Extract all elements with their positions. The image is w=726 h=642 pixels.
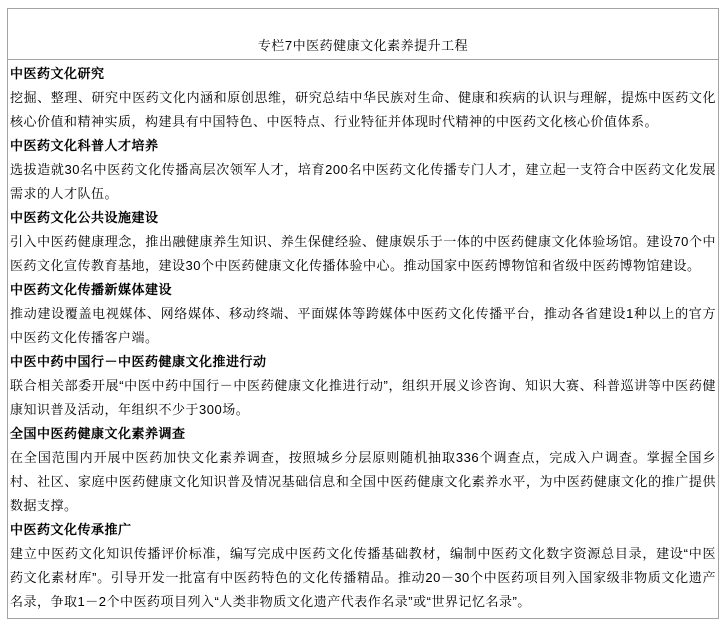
section-text: 在全国范围内开展中医药加快文化素养调查，按照城乡分层原则随机抽取336个调查点，完成入户调查。掌握全国乡村、社区、家庭中医药健康文化知识普及情况基础信息和全国中医药健康文化素养水平，为中医药健康文化的推广提供数据支撑。 xyxy=(10,450,716,513)
section-text: 推动建设覆盖电视媒体、网络媒体、移动终端、平面媒体等跨媒体中医药文化传播平台，推动各省建设1种以上的官方中医药文化传播客户端。 xyxy=(10,306,716,345)
section-text: 挖掘、整理、研究中医药文化内涵和原创思维，研究总结中华民族对生命、健康和疾病的认识与理解，提炼中医药文化核心价值和精神实质，构建具有中国特色、中医特点、行业特征并体现时代精神的中医药文化核心价值体系。 xyxy=(10,90,716,129)
section-heading: 中医中药中国行－中医药健康文化推进行动 xyxy=(10,354,267,369)
section-heading: 中医药文化公共设施建设 xyxy=(10,210,159,225)
section-heading: 中医药文化研究 xyxy=(10,66,105,81)
column7-table xyxy=(7,8,719,619)
section-text: 建立中医药文化知识传播评价标准，编写完成中医药文化传播基础教材，编制中医药文化数字资源总目录，建设“中医药文化素材库”。引导开发一批富有中医药特色的文化传播精品。推动20－30个中医药项目列入国家级非物质文化遗产名录，争取1－2个中医药项目列入“人类非物质文化遗产代表作名录”或“世界记忆名录”。 xyxy=(10,546,716,609)
section-text: 联合相关部委开展“中医中药中国行－中医药健康文化推进行动”，组织开展义诊咨询、知识大赛、科普巡讲等中医药健康知识普及活动，年组织不少于300场。 xyxy=(10,378,716,417)
section-text: 引入中医药健康理念，推出融健康养生知识、养生保健经验、健康娱乐于一体的中医药健康文化体验场馆。建设70个中医药文化宣传教育基地，建设30个中医药健康文化传播体验中心。推动国家中医药博物馆和省级中医药博物馆建设。 xyxy=(10,234,716,273)
table-title: 专栏7中医药健康文化素养提升工程 xyxy=(8,9,719,60)
section-heading: 中医药文化科普人才培养 xyxy=(10,138,159,153)
table-body-cell xyxy=(8,60,719,619)
section-heading: 中医药文化传播新媒体建设 xyxy=(10,282,173,297)
section-text: 选拔造就30名中医药文化传播高层次领军人才，培育200名中医药文化传播专门人才，建立起一支符合中医药文化发展需求的人才队伍。 xyxy=(10,162,716,201)
section-heading: 中医药文化传承推广 xyxy=(10,522,132,537)
section-heading: 全国中医药健康文化素养调查 xyxy=(10,426,186,441)
table-title-row xyxy=(8,9,719,60)
table-body-row xyxy=(8,60,719,619)
